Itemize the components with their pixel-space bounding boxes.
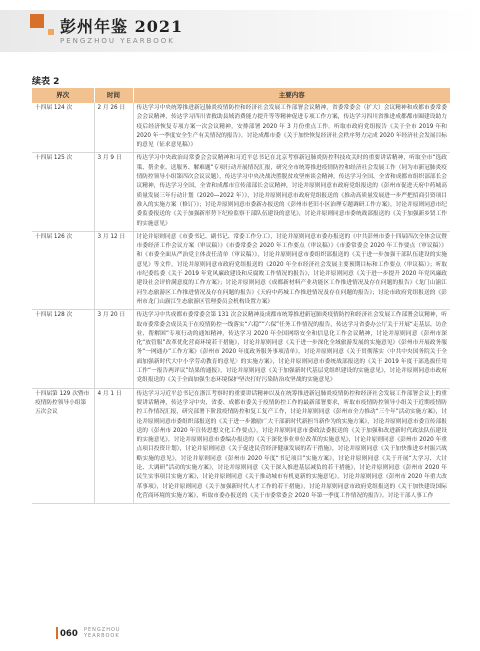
content-cell: 传达学习中央统筹推进新冠肺炎疫情防控和经济社会发展工作部署会议精神，省委常委会（扩大）会议精神和成都市委常委会会议精神，传达学习四川省救助县域消费能力提升等等精神促进专项工作方案，传达学习四川省推进成都都市圈建设助力疫后经济恢复专项方案一次会议精神，安排部署 2020 年 3 月份重点工作。听取市政府党组报告《关于全市 2019 年和 2020 年一季度安全生产有关情况的报告》。讨论成都市委《关于加快恢复经济社会秩序努力完成 2020 年经济社会发展目标的意见（征求意见稿）》 xyxy=(133,103,450,153)
table-row xyxy=(32,231,450,309)
date-cell: 3 月 9 日 xyxy=(94,153,133,231)
logo-square-icon xyxy=(30,14,44,28)
date-cell: 2 月 26 日 xyxy=(94,103,133,153)
session-cell: 十四届 124 次 xyxy=(32,103,94,153)
footer-brand-line2: YEARBOOK xyxy=(84,632,120,639)
session-cell: 十四届第 129 次暨市疫情防控领导小组第五次会议 xyxy=(32,388,94,504)
table-header-row xyxy=(32,88,450,103)
header-content: 主要内容 xyxy=(133,88,450,103)
footer-brand xyxy=(84,628,121,639)
footer-brand-line1: PENGZHOU xyxy=(84,627,121,633)
table-row xyxy=(32,153,450,231)
table-row xyxy=(32,310,450,388)
date-cell: 3 月 20 日 xyxy=(94,310,133,388)
page-number: 060 xyxy=(60,629,78,639)
session-cell: 十四届 128 次 xyxy=(32,310,94,388)
session-cell: 十四届 126 次 xyxy=(32,231,94,309)
table-row xyxy=(32,388,450,504)
session-cell: 十四届 125 次 xyxy=(32,153,94,231)
header-date: 时间 xyxy=(94,88,133,103)
content-cell: 传达学习中央政治局常委会会议精神和习近平总书记在北京考察新冠肺炎防控科技攻关时的重要讲话精神，听取全市“选政策、帮企业、送服务、解难题”专项行动开展情况汇报，研究全市统筹推进疫情防控和经济社会发展工作（同为市新冠肺炎疫情防控领导小组第四次会议议题），传达学习中央决战决胜脱贫攻坚座谈会精神，传达学习全国、全省和成都市组织部部长会议精神，传达学习全国、全省和成都市宣传部部长会议精神，讨论并原则同意市政府党组报送的《彭州市促进天府中药城高质量发展三年行动计划（2020—2022 年）》，讨论并原则同意市政府党组报送的《推动高质量发展进一步严把招商引资项目准入的实施方案（修订）》；讨论并原则同意市委新办报送的《彭州市老旧小区治理专题调研工作方案》，讨论并原则同意市纪委监委报送的《关于加强新形势下纪检监察干部队伍建设的意见》，讨论并原则同意市委统战部报送的《关于加强新乡贤工作的实施意见》 xyxy=(133,153,450,231)
footer-accent-bar xyxy=(56,627,58,639)
content-cell: 传达学习中共成都市委常委会第 131 次会议精神及成都市统筹推进新冠肺炎疫情防控和经济社会发展工作部署会议精神，听取市委常委会成员关于在疫情防控一线落实“六稳”“六保”任务工作情况的报告，传达学习省委办公厅关于开展“走基层、访企业、帮解困”专项行动的通知精神，传达学习 2020 年全国网络安全和信息化工作会议精神，讨论并原则同意《彭州市深化“放管服”改革优化营商环境若干措施》，讨论并原则同意《关于进一步深化全域旅游发展的实施意见》《彭州市开展政务服务“一网通办”工作方案》《彭州市 2020 年度政务服务事项清单》，讨论并原则同意《关于贯彻落实〈中共中央国务院关于全面加强新时代大中小学劳动教育的意见〉的实施方案》，讨论并原则同意市委统战部报送的《关于 2019 年度干部选拔任用工作“一报告两评议”结果的通报》，讨论并原则同意《关于加强新时代基层党组织建设的实施意见》，讨论并原则同意市政府党组报送的《关于全面加强生态环境保护坚决打好污染防治攻坚战的实施意见》 xyxy=(133,310,450,388)
table-continuation-label: 续表 2 xyxy=(32,77,60,87)
yearbook-title: 彭州年鉴 2021 xyxy=(60,17,184,36)
date-cell: 3 月 12 日 xyxy=(94,231,133,309)
content-cell: 传达学习习近平总书记在浙江考察时的重要讲话精神以及在统筹推进新冠肺炎疫情防控和经济社会发展工作部署会议上的重要讲话精神，传达学习中央、省委、成都市委关于疫情防控工作的最新部署要求，听取市疫情防控领导小组关于近期疫情防控工作情况汇报，研究部署下阶段疫情防控和复工复产工作，讨论并原则同意《彭州市全力推动“三个年”活动实施方案》，讨论并原则同意市委组织部报送的《关于进一步激励广大干部新时代新担当新作为的实施方案》，讨论并原则同意市委宣传部报送的《彭州市 2020 年宣传思想文化工作要点》，讨论并原则同意市委政法委报送的《关于加强和改进新时代政法队伍建设的实施意见》，讨论并原则同意市委编办报送的《关于深化事业单位改革的实施意见》，讨论并原则同意《彭州市 2020 年重点项目投资计划》，讨论并原则同意《关于促进民营经济健康发展的若干措施》，讨论并原则同意《关于加快推进乡村振兴战略实施的意见》，讨论并原则同意《彭州市 2020 年度“书记项目”实施方案》，讨论并原则同意《关于开展“大学习、大讨论、大调研”活动的实施方案》，讨论并原则同意《关于深入推进基层减负的若干措施》，讨论并原则同意《彭州市 2020 年民生实事项目实施方案》，讨论并原则同意《关于推动城市有机更新的实施意见》，讨论并原则同意《彭州市 2020 年重大改革事项》，讨论并原则同意《关于加强新时代人才工作的若干措施》，讨论并原则同意市政府党组报送的《关于加快建设国际化营商环境的实施方案》，听取市委办报送的《关于市委常委会 2020 年第一季度工作情况的报告》。讨论干部人事工作 xyxy=(133,388,450,504)
meetings-table xyxy=(32,88,450,504)
page-header xyxy=(0,0,480,62)
logo-accent-icon xyxy=(48,29,54,35)
header-session: 界次 xyxy=(32,88,94,103)
date-cell: 4 月 1 日 xyxy=(94,388,133,504)
table-row xyxy=(32,103,450,153)
content-cell: 讨论并原则同意《市委书记、副书记、常委工作分工》，讨论并原则同意市委办报送的《中共彭州市委十四届四次全体会议暨市委经济工作会议方案（审议稿）》《市委常委会 2020 年工作要点（审议稿）》《市委常委会 2020 年工作要点（审议稿）》和《市委全面从严治党主体责任清单（审议稿）》，讨论并原则同意市委组织部报送的《关于进一步加强干部队伍建设的实施意见》等文件，讨论并原则同意市政府党组报送的《2020 年全市经济社会发展主要预期目标和工作要点（审议稿）》；听取市纪委监委《关于 2019 年党风廉政建设和反腐败工作情况的报告》，讨论并原则同意《关于进一步提升 2020 年党风廉政建设社会评价满意度的工作方案》；讨论并原则同意《成都新材料产业功能区工作推进情况及存在问题的报告》《龙门山湔江河生态旅游区工作推进情况及存在问题的报告》《天府中药城工作推进情况及存在问题的报告》；讨论市政府党组报送的《彭州市龙门山湔江生态旅游区管理委员会机构设置方案》 xyxy=(133,231,450,309)
yearbook-subtitle: PENGZHOU YEARBOOK xyxy=(60,37,175,45)
